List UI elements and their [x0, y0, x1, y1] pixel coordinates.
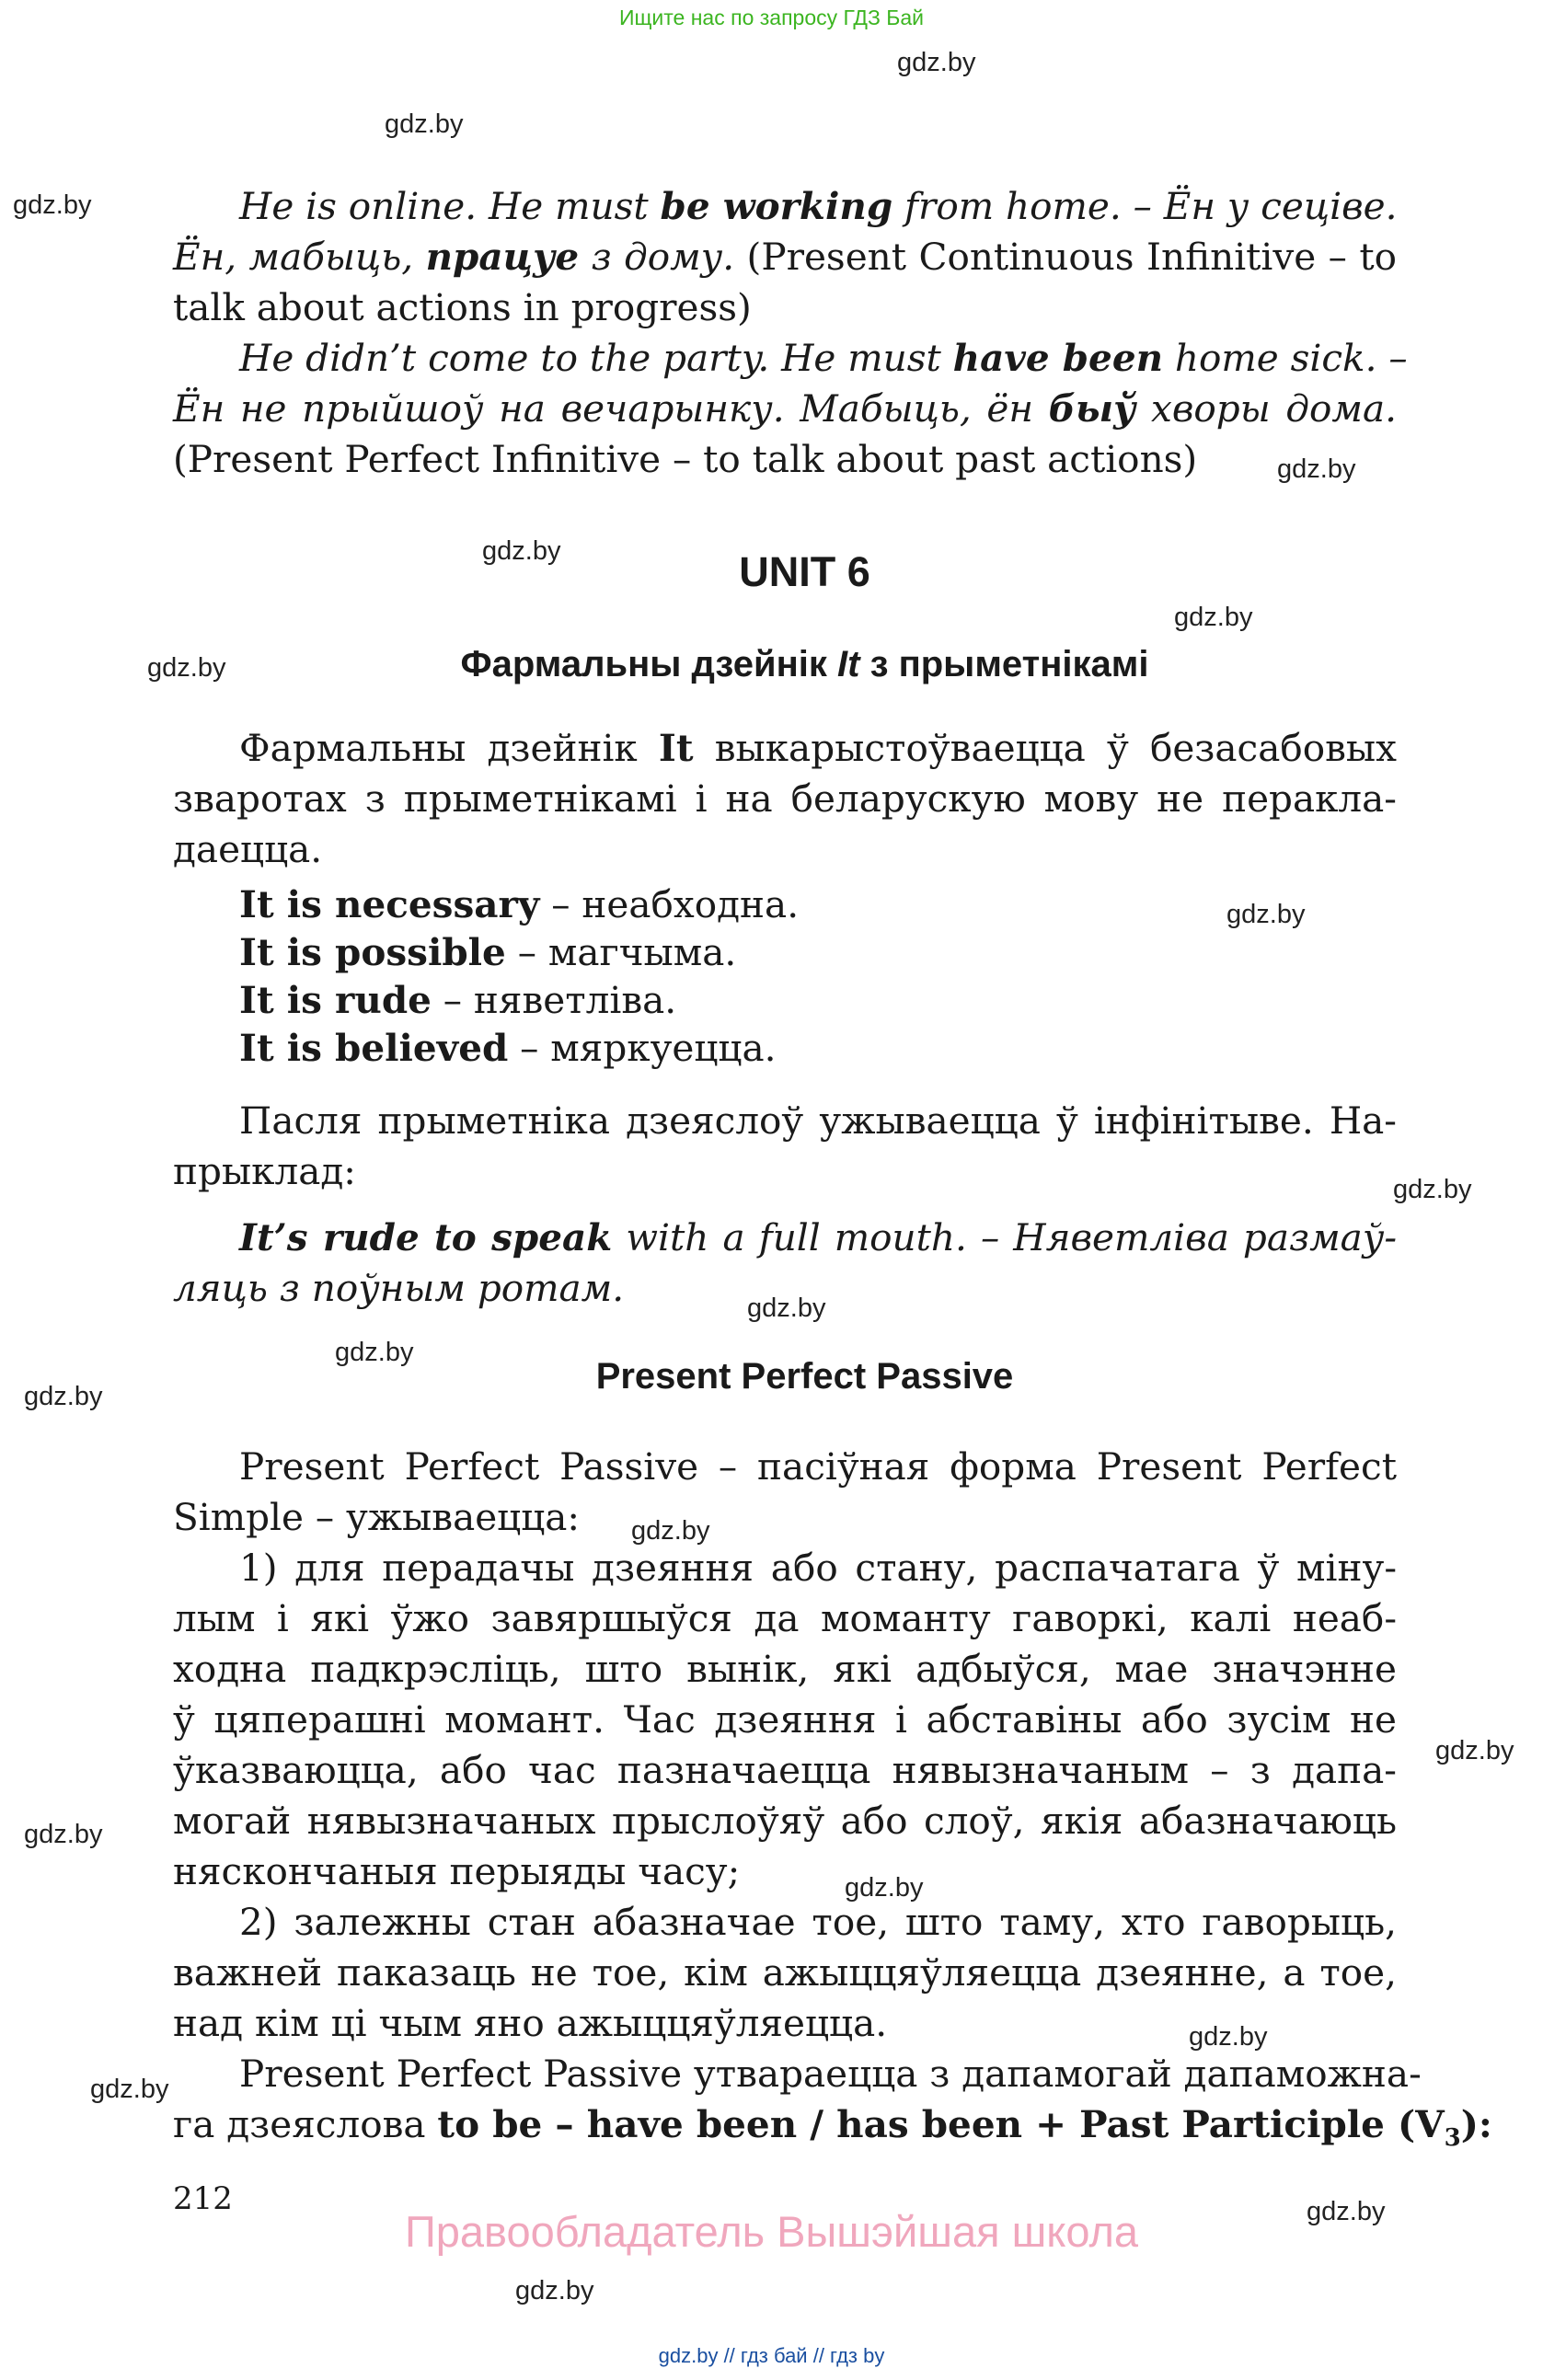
intro-line: Ён не прыйшоў на вечарынку. Мабыць, ён быў хворы дома.: [173, 386, 1397, 431]
watermark: gdz.by: [24, 1820, 103, 1849]
example-line: It is rude – няветліва.: [239, 978, 677, 1022]
intro-line: Ён, мабыць, працуе з дому. (Present Continuous Infinitive – to: [173, 235, 1397, 279]
unit-title: UNIT 6: [739, 548, 870, 595]
intro-line: He didn’t come to the party. He must have been home sick. –: [239, 336, 1408, 380]
watermark: gdz.by: [1189, 2022, 1268, 2052]
intro-example-2: [173, 333, 1408, 485]
top-banner: Ищите нас по запросу ГДЗ Бай: [618, 6, 925, 29]
watermark: gdz.by: [747, 1293, 826, 1323]
watermark: gdz.by: [90, 2075, 169, 2104]
intro-line: He is online. He must be working from home. – Ён у сеціве.: [239, 184, 1398, 228]
watermark: gdz.by: [482, 536, 561, 566]
example-line: It is believed – мяркуецца.: [239, 1026, 777, 1070]
watermark: gdz.by: [1307, 2197, 1386, 2226]
infinitive-note: Пасля прыметніка дзеяслоў ужываецца ў інфінітыве. На- прыклад:: [173, 1098, 1397, 1193]
rights-holder: Правообладатель Вышэйшая школа: [404, 2207, 1139, 2256]
watermark: gdz.by: [631, 1516, 710, 1546]
section1-paragraph: Фармальны дзейнік It выкарыстоўваецца ў безасабовых зваротах з прыметнікамі і на беларускую мову не перакла- даецца.: [173, 726, 1398, 871]
watermark: gdz.by: [1435, 1736, 1514, 1765]
watermark: gdz.by: [24, 1382, 103, 1411]
watermark: gdz.by: [1174, 603, 1253, 632]
watermark: gdz.by: [13, 190, 92, 220]
watermark: gdz.by: [335, 1338, 414, 1367]
intro-example-1: [173, 181, 1397, 333]
intro-line: (Present Perfect Infinitive – to talk about past actions): [173, 437, 1198, 481]
watermark: gdz.by: [1393, 1175, 1472, 1204]
example-line: It is possible – магчыма.: [239, 930, 737, 974]
watermark: gdz.by: [515, 2276, 594, 2305]
watermark: gdz.by: [845, 1873, 924, 1903]
example-line: It is necessary – неабходна.: [239, 882, 800, 926]
watermark: gdz.by: [1277, 454, 1356, 484]
page-number: 212: [173, 2180, 233, 2217]
section2-paragraph: Present Perfect Passive – пасіўная форма Present Perfect Simple – ужываецца: 1) для перадачы дзеяння або стану, распачатага ў міну- лым і які ўжо завяршыўся да моманту гаворкі, калі неаб- ходна падкрэсліць, што вынік, які адбыўся, мае значэнне ў цяперашні момант. Час дзеяння і абставіны або зусім не ўказваюцца, або час пазначаецца нявызначаным – з дапа- могай нявызначаных прыслоўяў або слоў, якія абазначаюць няскончаныя перыяды часу; 2) залежны стан абазначае тое, што таму, хто гаворыць, важней паказаць не тое, кім ажыццяўляецца дзеянне, а тое, над кім ці чым яно ажыццяўляецца. Present Perfect Passive утвараецца з дапамогай дапаможна- га дзеяслова to be – have been / has been + Past Participle $(V_3)$:: [173, 1444, 1492, 2153]
intro-line: talk about actions in progress): [173, 285, 752, 329]
section-title: Фармальны дзейнік It з прыметнікамі: [460, 644, 1149, 684]
footer-links[interactable]: gdz.by // гдз бай // гдз by: [658, 2344, 885, 2367]
sample-sentence: It’s rude to speak with a full mouth. – Няветліва размаў- ляць з поўным ротам.: [173, 1215, 1397, 1310]
watermark: gdz.by: [897, 48, 976, 77]
section-title: Present Perfect Passive: [595, 1356, 1014, 1397]
watermark: gdz.by: [147, 653, 226, 683]
watermark: gdz.by: [1226, 900, 1306, 929]
watermark: gdz.by: [385, 109, 464, 139]
